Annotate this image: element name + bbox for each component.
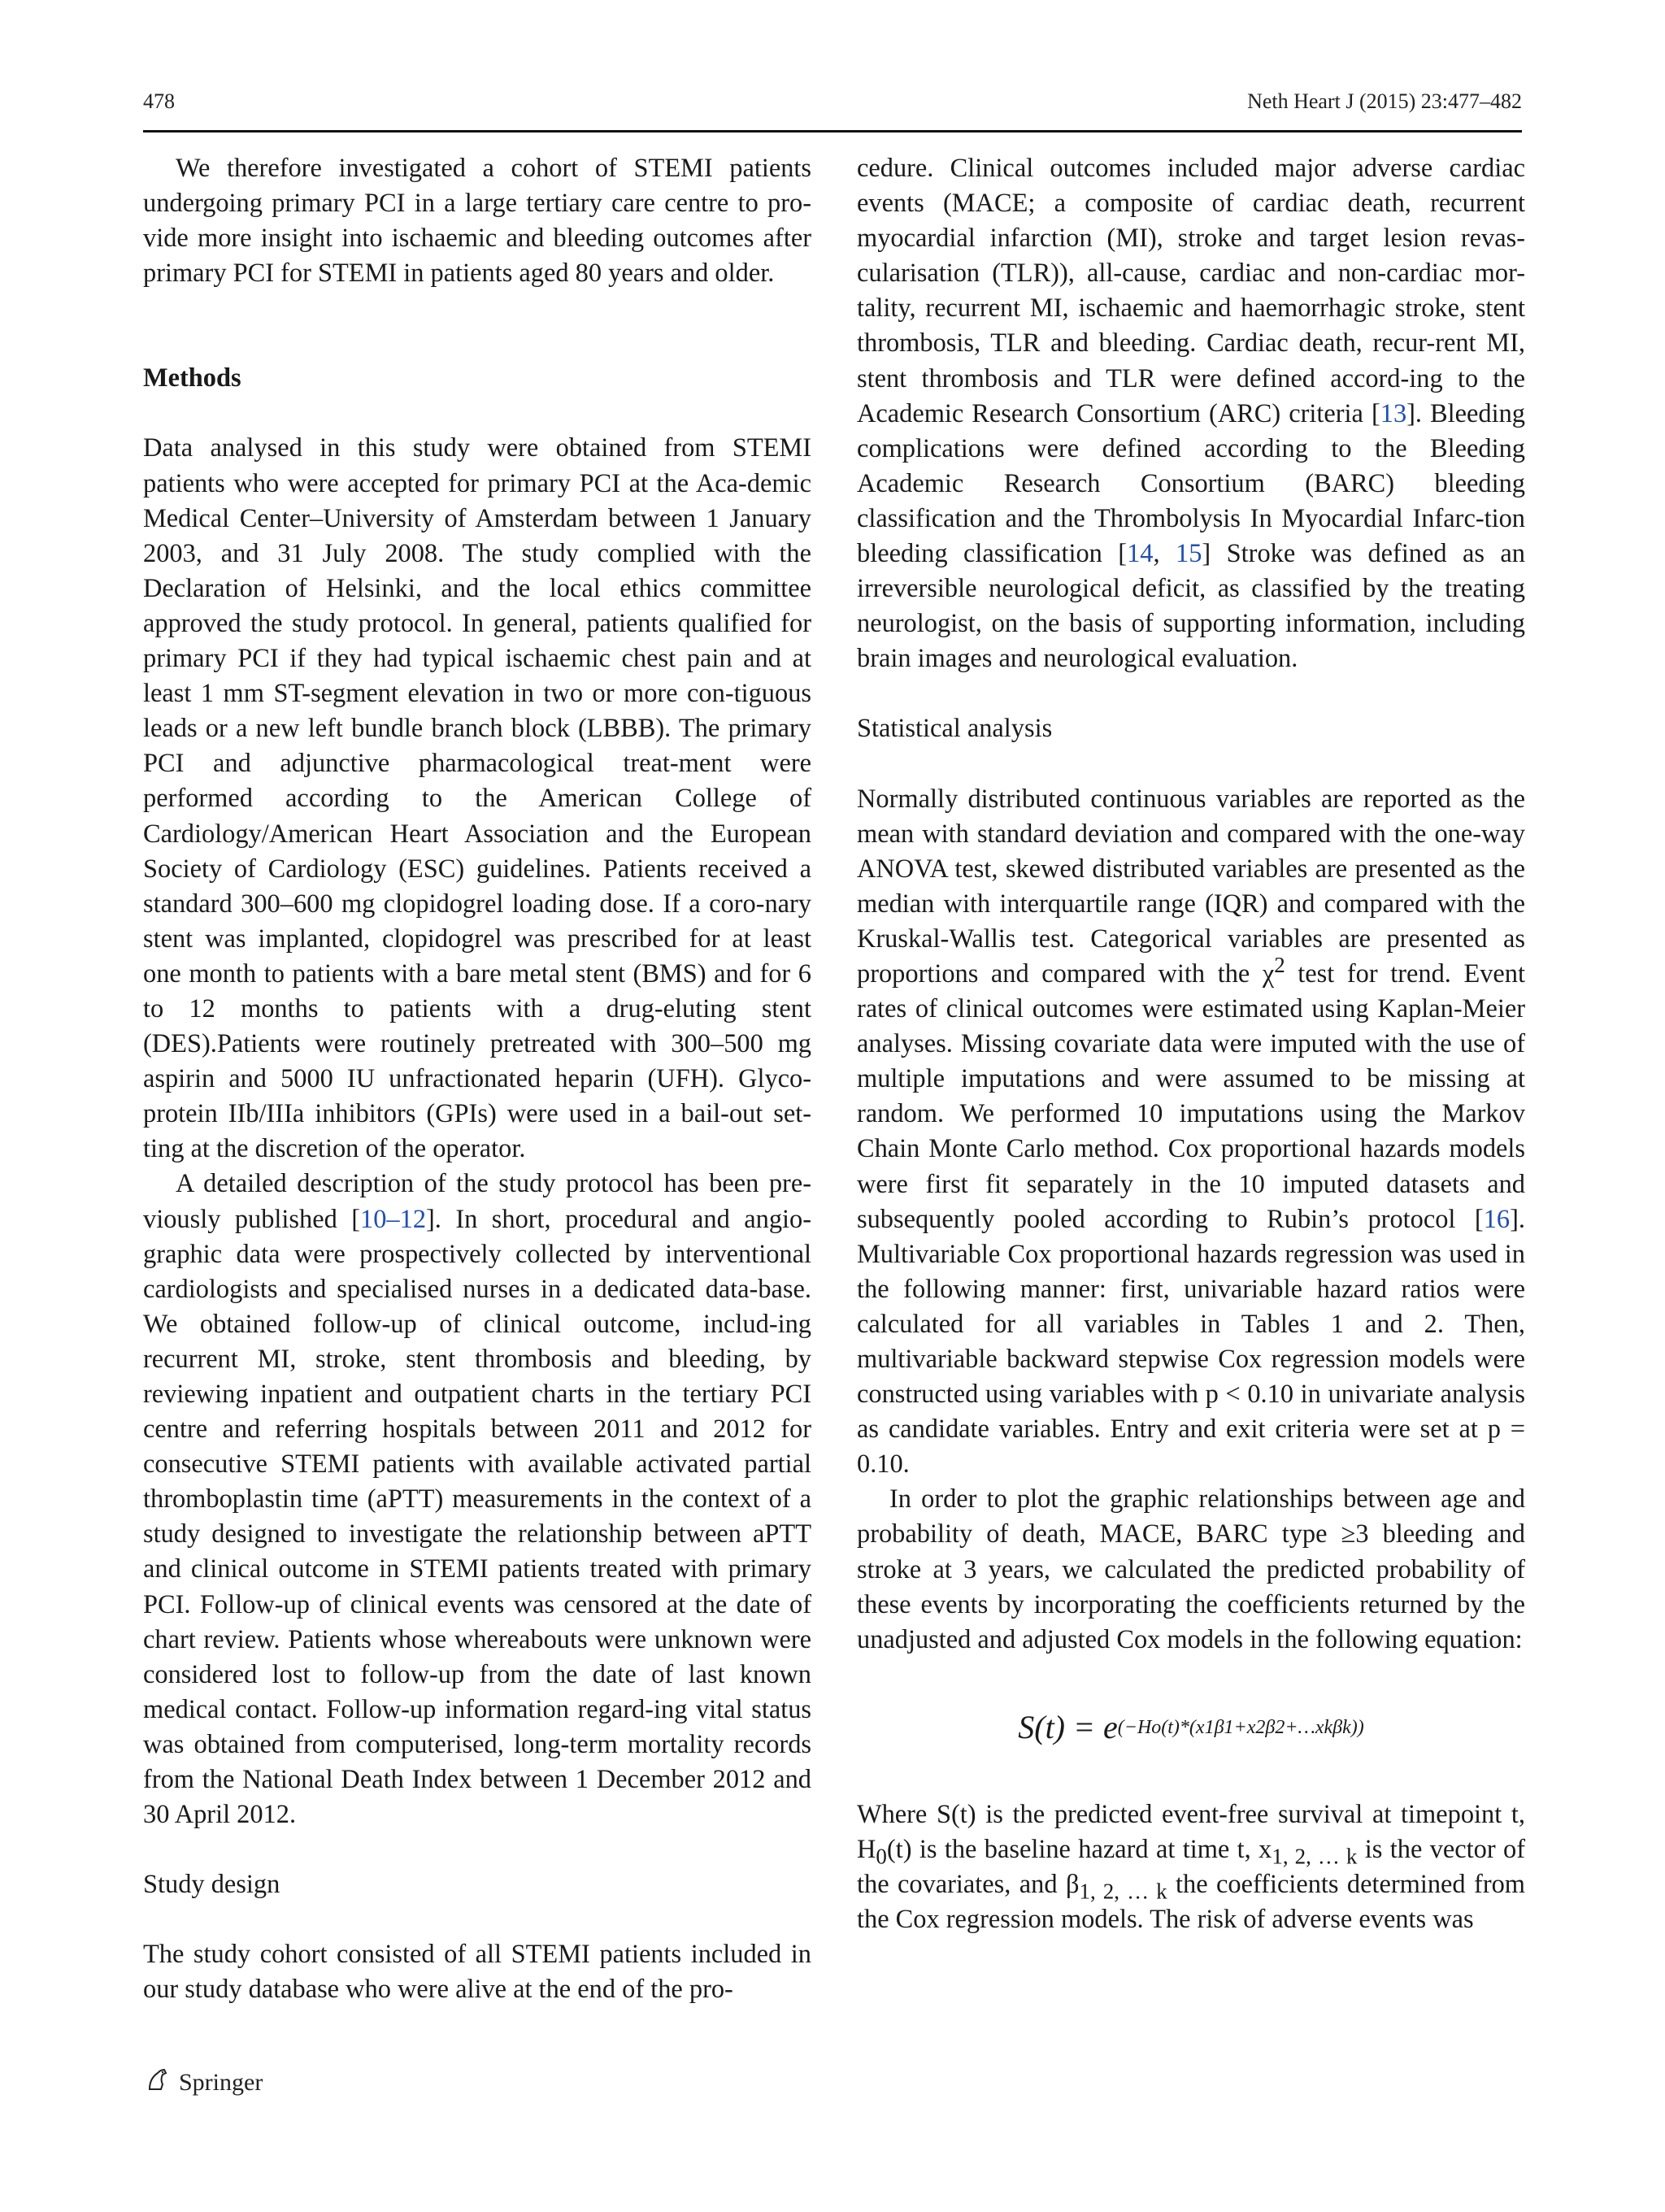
where-sub-0: 0 — [876, 1844, 887, 1869]
where-paragraph — [857, 1797, 1525, 1937]
statistics-paragraph — [857, 782, 1525, 1483]
methods-paragraph-1: Data analysed in this study were obtained from STEMI patients who were accepted for primary PCI at the Aca-demic Medical Center–University of Amsterdam between 1 January 2003, and 31 July 2008. The study complied with the Declaration of Helsinki, and the local ethics committee approved the study protocol. In general, patients qualified for primary PCI if they had typical ischaemic chest pain and at least 1 mm ST-segment elevation in two or more con-tiguous leads or a new left bundle branch block (LBBB). The primary PCI and adjunctive pharmacological treat-ment were performed according to the American College of Cardiology/American Heart Association and the European Society of Cardiology (ESC) guidelines. Patients received a standard 300–600 mg clopidogrel loading dose. If a coro-nary stent was implanted, clopidogrel was prescribed for at least one month to patients with a bare metal stent (BMS) and for 6 to 12 months to patients with a drug-eluting stent (DES).Patients were routinely pretreated with 300–500 mg aspirin and 5000 IU unfractionated heparin (UFH). Glyco-protein IIb/IIIa inhibitors (GPIs) were used in a bail-out set-ting at the discretion of the operator. — [143, 433, 811, 1164]
right-column — [857, 151, 1525, 1937]
survival-equation: S(t) = e (−Ho(t)*(x1β1+x2β2+…xkβk)) — [1018, 1709, 1364, 1746]
header-divider — [143, 130, 1522, 133]
left-column — [143, 151, 811, 2008]
outcomes-text-c: ] Stroke was defined as an irreversible neurological deficit, as classified by the treating neurologist, on the basis of supporting information, including brain images and neurological evaluation. — [857, 539, 1526, 674]
methods-para2-text-b: ]. In short, procedural and angio-graphic data were prospectively collected by interventional cardiologists and specialised nurses in a dedicated data-base. We obtained follow-up of clinical outcome, includ-ing recurrent MI, stroke, stent thrombosis and bleeding, by reviewing inpatient and outpatient charts in the tertiary PCI centre and referring hospitals between 2011 and 2012 for consecutive STEMI patients with available activated partial thromboplastin time (aPTT) measurements in the context of a study designed to investigate the relationship between aPTT and clinical outcome in STEMI patients treated with primary PCI. Follow-up of clinical events was censored at the date of chart review. Patients whose whereabouts were unknown were considered lost to follow-up from the date of last known medical contact. Follow-up information regard-ing vital status was obtained from computerised, long-term mortality records from the National Death Index between 1 December 2012 and 30 April 2012. — [143, 1204, 811, 1830]
outcomes-text-a: cedure. Clinical outcomes included major adverse cardiac events (MACE; a composite of cardiac death, recurrent myocardial infarction (MI), stroke and target lesion revas-cularisation (TLR)), all-cause, cardiac and non-cardiac mor-tality, recurrent MI, ischaemic and haemorrhagic stroke, stent thrombosis, TLR and bleeding. Cardiac death, recur-rent MI, stent thrombosis and TLR were defined accord-ing to the Academic Research Consortium (ARC) criteria [ — [857, 154, 1525, 428]
intro-paragraph: We therefore investigated a cohort of STEMI patients undergoing primary PCI in a large tertiary care centre to pro-vide more insight into ischaemic and bleeding outcomes after primary PCI for STEMI in patients aged 80 years and older. — [143, 154, 811, 289]
methods-heading: Methods — [143, 363, 241, 393]
stats-text-a: Normally distributed continuous variables are reported as the mean with standard deviation and compared with the one-way ANOVA test, skewed distributed variables are presented as the median with interquartile range (IQR) and compared with the Kruskal-Wallis test. Categorical variables are presented as proportions and compared with the χ — [857, 784, 1525, 989]
methods-para2-text-a: A detailed description of the study protocol has been pre-viously published [ — [143, 1169, 811, 1234]
reference-link-13[interactable]: 13 — [1380, 398, 1407, 428]
stats-text-b: test for trend. Event rates of clinical outcomes were estimated using Kaplan-Meier analyses. Missing covariate data were imputed with the use of multiple imputations and were assumed to be missing at random. We performed 10 imputations using the Markov Chain Monte Carlo method. Cox proportional hazards models were first fit separately in the 10 imputed datasets and subsequently pooled according to Rubin’s protocol [ — [857, 958, 1525, 1234]
publisher-name: Springer — [179, 2069, 263, 2096]
where-sub-2: 1, 2, … k — [1079, 1879, 1167, 1904]
springer-horse-icon — [143, 2065, 172, 2101]
reference-link-16[interactable]: 16 — [1483, 1204, 1511, 1234]
where-text-b: (t) is the baseline hazard at time t, x — [886, 1834, 1272, 1864]
methods-paragraph-2 — [143, 1167, 811, 1832]
reference-link-15[interactable]: 15 — [1176, 539, 1202, 569]
reference-link-14[interactable]: 14 — [1127, 539, 1154, 569]
page-number: 478 — [143, 89, 175, 113]
study-design-heading: Study design — [143, 1870, 280, 1900]
outcomes-text-b: ]. Bleeding complications were defined according to the Bleeding Academic Research Consortium (BARC) bleeding classification and the Thrombolysis In Myocardial Infarc-tion bleeding classification [ — [857, 398, 1525, 569]
reference-link-10-12[interactable]: 10–12 — [360, 1204, 427, 1234]
page-footer — [143, 2065, 263, 2101]
stats-text-c: ]. Multivariable Cox proportional hazards regression was used in the following manner: first, univariable hazard ratios were calculated for all variables in Tables 1 and 2. Then, multivariable backward stepwise Cox regression models were constructed using variables with p < 0.10 in univariate analysis as candidate variables. Entry and exit criteria were set at p = 0.10. — [857, 1204, 1525, 1480]
study-design-paragraph: The study cohort consisted of all STEMI patients included in our study database who were alive at the end of the pro- — [143, 1940, 811, 2005]
statistical-analysis-heading: Statistical analysis — [857, 714, 1053, 744]
outcomes-paragraph — [857, 151, 1525, 676]
plot-paragraph: In order to plot the graphic relationships between age and probability of death, MACE, BARC type ≥3 bleeding and stroke at 3 years, we calculated the predicted probability of these events by incorporating the coefficients returned by the unadjusted and adjusted Cox models in the following equation: — [857, 1484, 1525, 1654]
journal-citation: Neth Heart J (2015) 23:477–482 — [1247, 89, 1522, 113]
chi-square-superscript: 2 — [1274, 953, 1285, 978]
where-text-d: the coefficients determined from the Cox regression models. The risk of adverse events was — [857, 1870, 1526, 1935]
where-text-a: Where S(t) is the predicted event-free survival at timepoint t, H — [857, 1799, 1525, 1864]
where-text-c: is the vector of the covariates, and β — [857, 1834, 1526, 1900]
where-sub-1: 1, 2, … k — [1272, 1844, 1358, 1869]
equation-lhs: S(t) = e — [1018, 1709, 1118, 1746]
outcomes-separator: , — [1153, 539, 1176, 569]
